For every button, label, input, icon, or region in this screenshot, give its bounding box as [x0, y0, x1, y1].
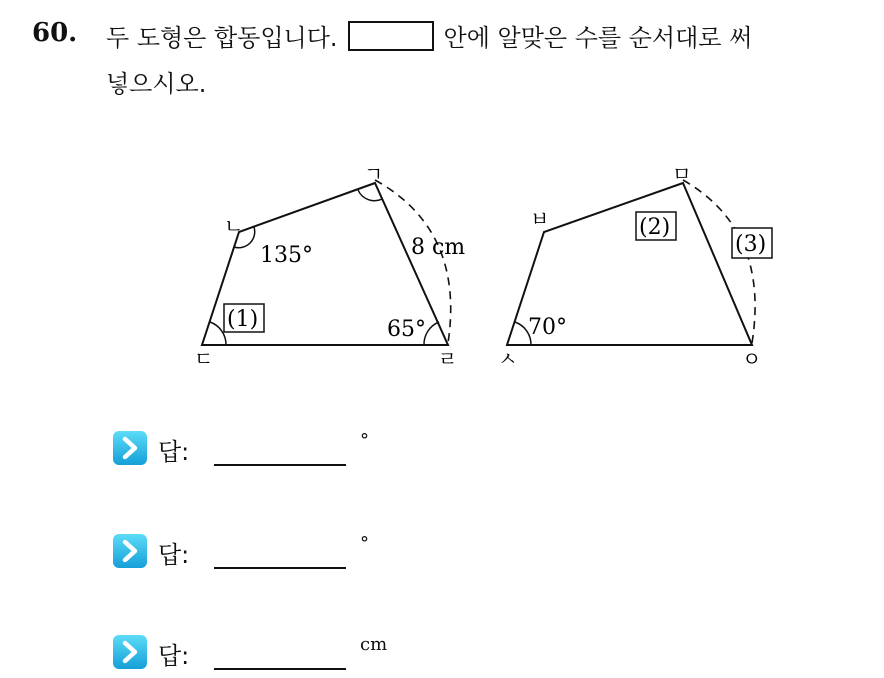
vertex-label-o: ㅇ [742, 347, 762, 371]
chevron-right-icon [112, 634, 148, 670]
answer-unit: ° [360, 430, 369, 451]
vertex-label-g: ㄱ [364, 162, 384, 186]
question-line-2: 넣으시오. [106, 70, 207, 98]
answer-unit: cm [360, 634, 388, 655]
chevron-right-icon [112, 430, 148, 466]
side-gr-label: 8 cm [411, 235, 466, 260]
answer-row-1 [112, 430, 512, 470]
vertex-label-n: ㄴ [224, 214, 244, 238]
question-number: 60. [32, 18, 78, 48]
vertex-label-b: ㅂ [530, 207, 550, 231]
right-dashed-arc [683, 180, 755, 343]
answer-label: 답: [158, 438, 190, 466]
answer-label: 답: [158, 642, 190, 670]
answer-box-2-label: (2) [639, 215, 671, 240]
chevron-right-icon [112, 533, 148, 569]
answer-blank-line[interactable] [214, 567, 346, 569]
answer-box-1-label: (1) [227, 307, 259, 332]
vertex-label-s: ㅅ [498, 347, 518, 371]
angle-r-label: 65° [387, 317, 426, 342]
angle-n-label: 135° [260, 243, 313, 268]
answer-blank-line[interactable] [214, 668, 346, 670]
answer-blank-line[interactable] [214, 464, 346, 466]
vertex-label-m: ㅁ [672, 162, 692, 186]
answer-box-3-label: (3) [735, 232, 767, 257]
question-text-before-box: 두 도형은 합동입니다. [106, 24, 338, 52]
question-text-after-box: 안에 알맞은 수를 순서대로 써 [443, 24, 753, 52]
answer-row-2 [112, 533, 512, 573]
angle-arc-r [424, 322, 439, 345]
answer-unit: ° [360, 533, 369, 554]
vertex-label-r: ㄹ [438, 347, 458, 371]
answer-label: 답: [158, 541, 190, 569]
angle-s-label: 70° [528, 315, 567, 340]
vertex-label-d: ㄷ [194, 347, 214, 371]
answer-row-3 [112, 634, 512, 674]
